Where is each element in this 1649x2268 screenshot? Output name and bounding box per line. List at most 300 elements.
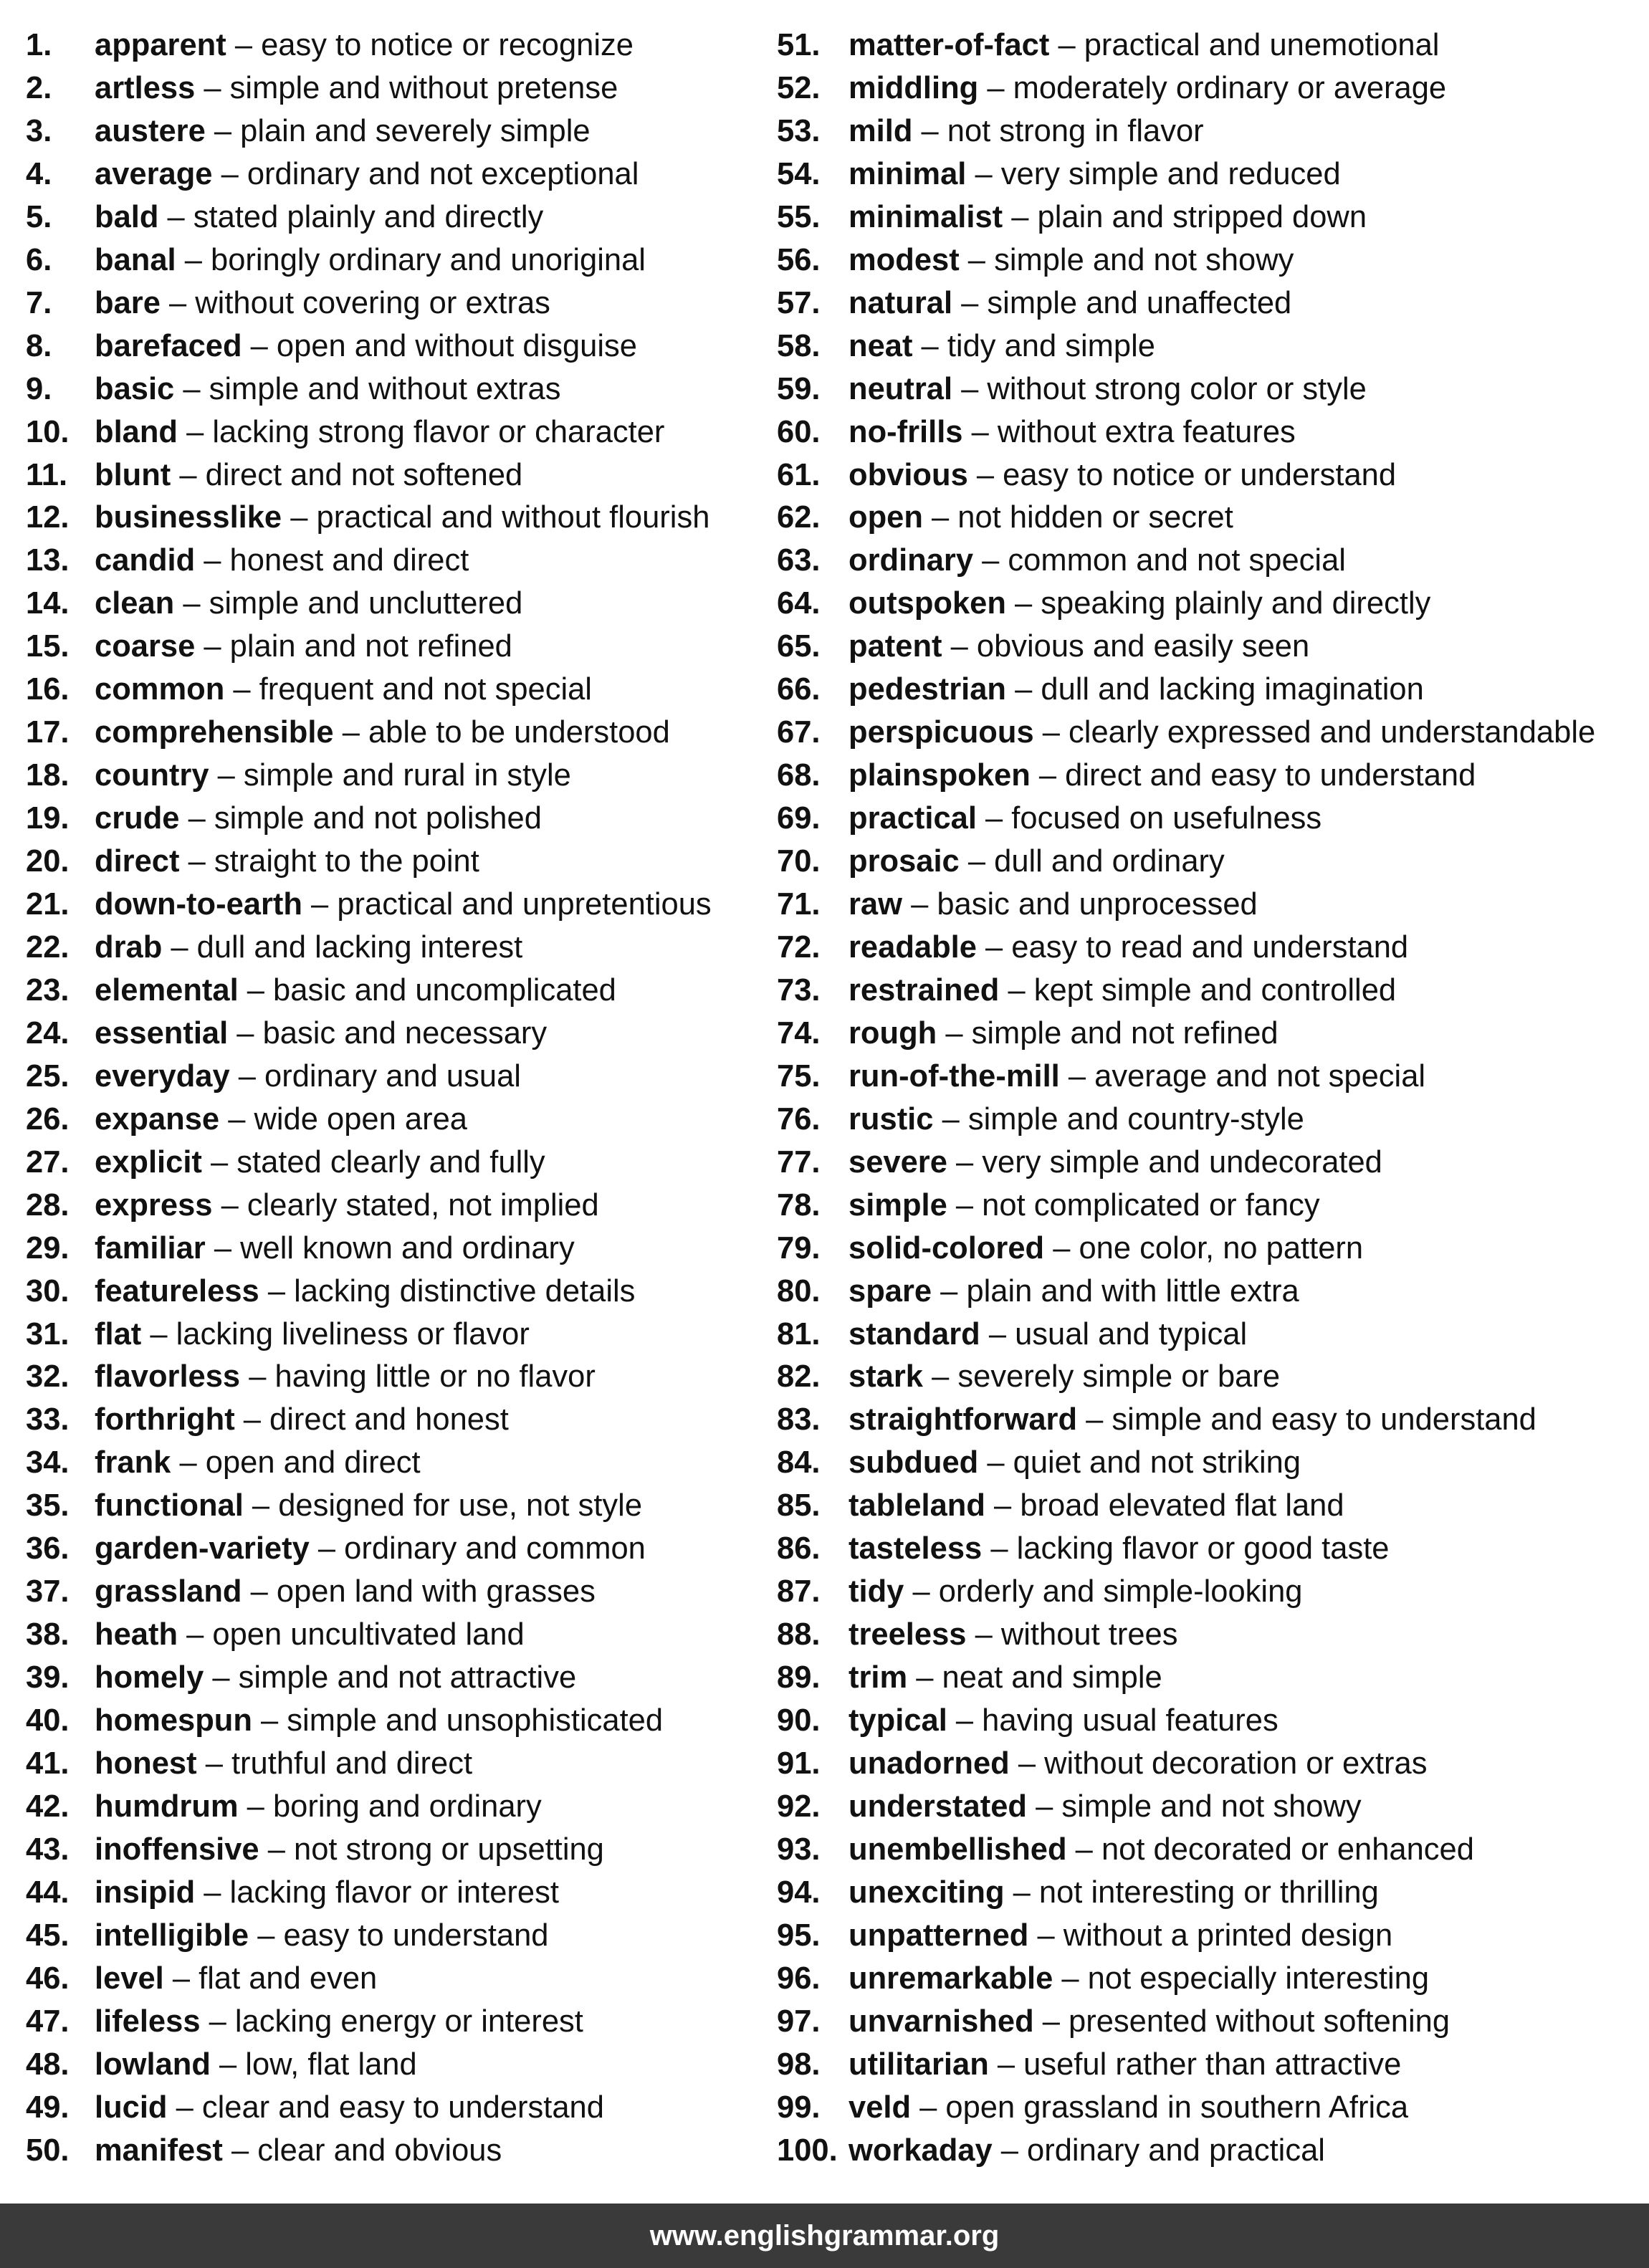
- list-item: [26, 1742, 472, 1785]
- item-word: no-frills: [849, 414, 963, 449]
- item-number: 42.: [26, 1789, 70, 1824]
- list-item: [26, 411, 664, 454]
- item-definition: – neat and simple: [916, 1660, 1162, 1695]
- item-definition: – flat and even: [172, 1961, 378, 1996]
- item-word: tasteless: [849, 1531, 983, 1566]
- item-definition: – plain and with little extra: [940, 1273, 1299, 1308]
- item-word: obvious: [849, 457, 968, 492]
- item-word: tidy: [849, 1574, 904, 1609]
- item-number: 1.: [26, 28, 52, 62]
- item-word: subdued: [849, 1445, 979, 1480]
- list-item: [777, 883, 1258, 926]
- item-definition: – basic and necessary: [236, 1015, 548, 1051]
- list-item: [777, 625, 1309, 668]
- item-number: 15.: [26, 629, 70, 664]
- item-word: familiar: [95, 1230, 206, 1265]
- item-number: 49.: [26, 2090, 70, 2125]
- item-definition: – without extra features: [971, 414, 1296, 449]
- item-number: 85.: [777, 1488, 821, 1523]
- item-definition: – simple and not refined: [945, 1015, 1278, 1051]
- item-definition: – obvious and easily seen: [950, 629, 1310, 664]
- item-number: 50.: [26, 2133, 70, 2168]
- item-number: 44.: [26, 1875, 70, 1910]
- item-number: 88.: [777, 1617, 821, 1652]
- item-definition: – simple and rural in style: [217, 758, 571, 793]
- item-word: practical: [849, 801, 977, 836]
- list-item: [26, 196, 543, 239]
- item-number: 46.: [26, 1961, 70, 1996]
- list-item: [777, 24, 1439, 67]
- list-item: [777, 1313, 1247, 1356]
- item-number: 60.: [777, 414, 821, 449]
- item-definition: – lacking flavor or good taste: [990, 1531, 1390, 1566]
- item-number: 81.: [777, 1316, 821, 1351]
- item-number: 8.: [26, 328, 52, 363]
- item-definition: – ordinary and practical: [1000, 2133, 1325, 2168]
- item-word: express: [95, 1187, 213, 1222]
- item-definition: – ordinary and usual: [238, 1058, 521, 1094]
- item-definition: – simple and unaffected: [961, 285, 1292, 320]
- item-number: 96.: [777, 1961, 821, 1996]
- item-word: manifest: [95, 2133, 223, 2168]
- list-item: [777, 711, 1595, 754]
- item-word: pedestrian: [849, 672, 1006, 707]
- item-word: unembellished: [849, 1832, 1067, 1867]
- list-item: [777, 1441, 1301, 1484]
- item-definition: – dull and lacking interest: [171, 929, 523, 965]
- item-number: 83.: [777, 1402, 821, 1437]
- list-item: [777, 1699, 1278, 1742]
- item-definition: – presented without softening: [1042, 2004, 1450, 2039]
- item-word: functional: [95, 1488, 244, 1523]
- list-item: [777, 1098, 1304, 1141]
- item-number: 51.: [777, 28, 821, 62]
- item-number: 10.: [26, 414, 70, 449]
- list-item: [26, 1012, 547, 1055]
- list-item: [777, 582, 1430, 625]
- list-item: [777, 1656, 1162, 1699]
- item-number: 55.: [777, 199, 821, 234]
- item-definition: – easy to notice or recognize: [234, 28, 634, 62]
- item-word: flat: [95, 1316, 142, 1351]
- list-item: [777, 1742, 1427, 1785]
- list-item: [26, 110, 591, 153]
- list-item: [777, 67, 1446, 110]
- item-definition: – able to be understood: [342, 715, 670, 750]
- item-word: simple: [849, 1187, 947, 1222]
- list-item: [777, 325, 1155, 368]
- item-word: bald: [95, 199, 159, 234]
- item-word: unremarkable: [849, 1961, 1053, 1996]
- item-number: 90.: [777, 1703, 821, 1738]
- item-number: 94.: [777, 1875, 821, 1910]
- item-word: featureless: [95, 1273, 259, 1308]
- item-definition: – easy to read and understand: [985, 929, 1409, 965]
- item-word: barefaced: [95, 328, 242, 363]
- item-word: middling: [849, 70, 979, 105]
- item-number: 77.: [777, 1144, 821, 1180]
- list-item: [777, 110, 1204, 153]
- item-number: 98.: [777, 2047, 821, 2082]
- item-number: 31.: [26, 1316, 70, 1351]
- item-word: homespun: [95, 1703, 252, 1738]
- item-definition: – clearly expressed and understandable: [1042, 715, 1596, 750]
- item-word: crude: [95, 801, 180, 836]
- item-number: 64.: [777, 586, 821, 621]
- item-number: 89.: [777, 1660, 821, 1695]
- item-number: 57.: [777, 285, 821, 320]
- item-definition: – lacking strong flavor or character: [186, 414, 665, 449]
- list-item: [26, 883, 712, 926]
- list-item: [26, 239, 646, 282]
- item-number: 53.: [777, 113, 821, 148]
- item-number: 66.: [777, 672, 821, 707]
- list-item: [26, 1055, 521, 1098]
- list-item: [777, 1570, 1302, 1613]
- list-item: [26, 1270, 635, 1313]
- list-item: [26, 1141, 545, 1184]
- item-number: 59.: [777, 371, 821, 406]
- item-number: 21.: [26, 887, 70, 922]
- item-number: 16.: [26, 672, 70, 707]
- item-definition: – without strong color or style: [961, 371, 1367, 406]
- item-definition: – moderately ordinary or average: [987, 70, 1447, 105]
- item-number: 25.: [26, 1058, 70, 1094]
- item-definition: – not strong or upsetting: [267, 1832, 604, 1867]
- item-word: garden-variety: [95, 1531, 310, 1566]
- item-number: 20.: [26, 844, 70, 879]
- item-definition: – open grassland in southern Africa: [919, 2090, 1409, 2125]
- item-word: utilitarian: [849, 2047, 989, 2082]
- item-word: grassland: [95, 1574, 242, 1609]
- item-number: 19.: [26, 801, 70, 836]
- list-item: [777, 2129, 1325, 2172]
- item-word: flavorless: [95, 1359, 241, 1394]
- list-item: [777, 1527, 1389, 1570]
- list-item: [777, 1828, 1474, 1871]
- list-item: [777, 1398, 1536, 1441]
- item-word: lifeless: [95, 2004, 201, 2039]
- list-item: [777, 539, 1346, 582]
- item-definition: – clearly stated, not implied: [221, 1187, 599, 1222]
- item-number: 95.: [777, 1918, 821, 1953]
- item-definition: – simple and not showy: [1036, 1789, 1362, 1824]
- item-word: heath: [95, 1617, 178, 1652]
- item-definition: – low, flat land: [219, 2047, 417, 2082]
- item-number: 47.: [26, 2004, 70, 2039]
- item-word: standard: [849, 1316, 980, 1351]
- item-word: unexciting: [849, 1875, 1005, 1910]
- item-word: frank: [95, 1445, 171, 1480]
- item-definition: – honest and direct: [204, 543, 469, 578]
- list-item: [26, 368, 560, 411]
- list-item: [777, 1957, 1429, 2000]
- item-number: 9.: [26, 371, 52, 406]
- list-item: [777, 1184, 1320, 1227]
- list-item: [26, 797, 542, 840]
- item-word: direct: [95, 844, 180, 879]
- item-word: typical: [849, 1703, 947, 1738]
- item-definition: – without decoration or extras: [1018, 1746, 1428, 1781]
- item-number: 97.: [777, 2004, 821, 2039]
- item-definition: – without covering or extras: [168, 285, 550, 320]
- item-number: 87.: [777, 1574, 821, 1609]
- list-item: [777, 1055, 1425, 1098]
- item-word: trim: [849, 1660, 908, 1695]
- item-number: 27.: [26, 1144, 70, 1180]
- item-word: prosaic: [849, 844, 960, 879]
- item-word: essential: [95, 1015, 229, 1051]
- item-definition: – well known and ordinary: [214, 1230, 575, 1265]
- item-word: run-of-the-mill: [849, 1058, 1060, 1094]
- list-item: [26, 926, 522, 969]
- item-definition: – quiet and not striking: [987, 1445, 1301, 1480]
- item-number: 43.: [26, 1832, 70, 1867]
- list-item: [26, 1227, 575, 1270]
- item-number: 38.: [26, 1617, 70, 1652]
- list-item: [777, 368, 1367, 411]
- item-definition: – average and not special: [1068, 1058, 1426, 1094]
- item-number: 63.: [777, 543, 821, 578]
- item-definition: – very simple and reduced: [975, 156, 1341, 191]
- list-item: [26, 969, 616, 1012]
- list-item: [777, 2043, 1401, 2086]
- item-number: 79.: [777, 1230, 821, 1265]
- item-definition: – practical and unemotional: [1058, 28, 1440, 62]
- item-number: 39.: [26, 1660, 70, 1695]
- list-item: [26, 1355, 596, 1398]
- item-word: honest: [95, 1746, 197, 1781]
- list-item: [777, 2000, 1450, 2043]
- item-number: 92.: [777, 1789, 821, 1824]
- item-number: 14.: [26, 586, 70, 621]
- item-number: 76.: [777, 1101, 821, 1137]
- list-item: [777, 797, 1321, 840]
- item-word: patent: [849, 629, 942, 664]
- item-number: 100.: [777, 2133, 838, 2168]
- item-definition: – dull and ordinary: [967, 844, 1225, 879]
- item-definition: – lacking flavor or interest: [204, 1875, 559, 1910]
- item-definition: – not strong in flavor: [921, 113, 1204, 148]
- item-word: lucid: [95, 2090, 168, 2125]
- item-number: 22.: [26, 929, 70, 965]
- item-word: country: [95, 758, 209, 793]
- item-definition: – clear and easy to understand: [176, 2090, 604, 2125]
- item-definition: – open and without disguise: [250, 328, 637, 363]
- list-item: [26, 711, 670, 754]
- item-word: insipid: [95, 1875, 196, 1910]
- item-definition: – designed for use, not style: [252, 1488, 643, 1523]
- item-number: 91.: [777, 1746, 821, 1781]
- item-definition: – simple and without extras: [183, 371, 561, 406]
- item-definition: – one color, no pattern: [1053, 1230, 1364, 1265]
- list-item: [777, 496, 1233, 539]
- list-item: [26, 1398, 509, 1441]
- item-definition: – direct and not softened: [179, 457, 523, 492]
- item-word: spare: [849, 1273, 932, 1308]
- item-definition: – simple and not attractive: [212, 1660, 577, 1695]
- item-definition: – boring and ordinary: [247, 1789, 542, 1824]
- list-item: [26, 1914, 549, 1957]
- item-word: homely: [95, 1660, 204, 1695]
- item-definition: – basic and uncomplicated: [247, 972, 616, 1008]
- item-number: 12.: [26, 500, 70, 535]
- item-definition: – lacking energy or interest: [209, 2004, 583, 2039]
- item-word: rustic: [849, 1101, 934, 1137]
- list-item: [777, 1484, 1344, 1527]
- item-definition: – having little or no flavor: [249, 1359, 596, 1394]
- item-number: 40.: [26, 1703, 70, 1738]
- item-number: 84.: [777, 1445, 821, 1480]
- item-number: 13.: [26, 543, 70, 578]
- list-item: [26, 668, 592, 711]
- item-definition: – plain and not refined: [204, 629, 512, 664]
- item-word: level: [95, 1961, 164, 1996]
- item-number: 30.: [26, 1273, 70, 1308]
- item-word: ordinary: [849, 543, 974, 578]
- item-number: 58.: [777, 328, 821, 363]
- item-definition: – usual and typical: [988, 1316, 1248, 1351]
- list-item: [777, 926, 1408, 969]
- list-item: [26, 1484, 642, 1527]
- item-definition: – not especially interesting: [1061, 1961, 1430, 1996]
- item-definition: – frequent and not special: [233, 672, 592, 707]
- item-number: 99.: [777, 2090, 821, 2125]
- item-word: humdrum: [95, 1789, 239, 1824]
- item-number: 36.: [26, 1531, 70, 1566]
- item-number: 11.: [26, 457, 68, 492]
- item-number: 56.: [777, 242, 821, 277]
- item-number: 3.: [26, 113, 52, 148]
- item-word: readable: [849, 929, 977, 965]
- item-number: 74.: [777, 1015, 821, 1051]
- item-word: understated: [849, 1789, 1027, 1824]
- item-word: banal: [95, 242, 176, 277]
- list-item: [26, 1699, 663, 1742]
- item-definition: – not interesting or thrilling: [1013, 1875, 1379, 1910]
- item-word: unvarnished: [849, 2004, 1034, 2039]
- item-number: 68.: [777, 758, 821, 793]
- item-number: 17.: [26, 715, 70, 750]
- list-item: [26, 1184, 599, 1227]
- item-definition: – wide open area: [228, 1101, 467, 1137]
- item-definition: – very simple and undecorated: [956, 1144, 1382, 1180]
- list-item: [777, 1355, 1280, 1398]
- list-item: [26, 1613, 525, 1656]
- list-item: [777, 196, 1367, 239]
- item-word: treeless: [849, 1617, 967, 1652]
- item-definition: – lacking distinctive details: [267, 1273, 636, 1308]
- item-number: 29.: [26, 1230, 70, 1265]
- item-word: matter-of-fact: [849, 28, 1050, 62]
- item-word: modest: [849, 242, 960, 277]
- item-word: candid: [95, 543, 196, 578]
- item-word: expanse: [95, 1101, 220, 1137]
- item-definition: – not complicated or fancy: [955, 1187, 1320, 1222]
- item-word: minimal: [849, 156, 967, 191]
- item-definition: – truthful and direct: [205, 1746, 473, 1781]
- item-word: bare: [95, 285, 161, 320]
- item-word: everyday: [95, 1058, 230, 1094]
- list-item: [777, 1141, 1382, 1184]
- item-definition: – easy to notice or understand: [976, 457, 1397, 492]
- list-item: [26, 153, 639, 196]
- item-definition: – direct and honest: [243, 1402, 509, 1437]
- item-definition: – simple and not showy: [967, 242, 1294, 277]
- list-item: [26, 2043, 417, 2086]
- item-number: 41.: [26, 1746, 70, 1781]
- item-word: common: [95, 672, 225, 707]
- item-word: solid-colored: [849, 1230, 1045, 1265]
- item-definition: – ordinary and not exceptional: [221, 156, 639, 191]
- item-definition: – common and not special: [982, 543, 1346, 578]
- item-number: 26.: [26, 1101, 70, 1137]
- item-word: severe: [849, 1144, 947, 1180]
- footer-bar: [0, 2204, 1649, 2268]
- item-number: 5.: [26, 199, 52, 234]
- item-definition: – simple and country-style: [942, 1101, 1304, 1137]
- item-definition: – not decorated or enhanced: [1075, 1832, 1474, 1867]
- item-word: rough: [849, 1015, 937, 1051]
- list-item: [26, 496, 709, 539]
- item-number: 82.: [777, 1359, 821, 1394]
- item-word: open: [849, 500, 923, 535]
- item-word: lowland: [95, 2047, 211, 2082]
- item-word: businesslike: [95, 500, 282, 535]
- item-definition: – plain and stripped down: [1011, 199, 1367, 234]
- list-item: [26, 1570, 596, 1613]
- list-item: [777, 1871, 1379, 1914]
- item-word: restrained: [849, 972, 1000, 1008]
- item-number: 18.: [26, 758, 70, 793]
- item-number: 52.: [777, 70, 821, 105]
- list-item: [26, 454, 522, 497]
- list-item: [777, 1227, 1363, 1270]
- list-item: [777, 1012, 1278, 1055]
- item-number: 32.: [26, 1359, 70, 1394]
- item-word: workaday: [849, 2133, 993, 2168]
- item-number: 6.: [26, 242, 52, 277]
- item-word: outspoken: [849, 586, 1006, 621]
- item-definition: – speaking plainly and directly: [1015, 586, 1431, 621]
- list-item: [777, 668, 1424, 711]
- item-definition: – open and direct: [179, 1445, 421, 1480]
- list-item: [26, 2129, 502, 2172]
- item-number: 35.: [26, 1488, 70, 1523]
- item-definition: – not hidden or secret: [932, 500, 1233, 535]
- item-word: coarse: [95, 629, 196, 664]
- item-word: plainspoken: [849, 758, 1031, 793]
- item-number: 45.: [26, 1918, 70, 1953]
- list-item: [777, 282, 1291, 325]
- item-number: 7.: [26, 285, 52, 320]
- list-item: [26, 67, 618, 110]
- item-definition: – broad elevated flat land: [994, 1488, 1344, 1523]
- list-item: [26, 840, 479, 883]
- item-definition: – easy to understand: [257, 1918, 549, 1953]
- item-number: 48.: [26, 2047, 70, 2082]
- item-definition: – stated clearly and fully: [211, 1144, 545, 1180]
- item-word: down-to-earth: [95, 887, 302, 922]
- list-item: [26, 2000, 583, 2043]
- item-number: 70.: [777, 844, 821, 879]
- item-number: 33.: [26, 1402, 70, 1437]
- list-item: [26, 1957, 377, 2000]
- item-word: drab: [95, 929, 163, 965]
- item-word: explicit: [95, 1144, 202, 1180]
- item-word: intelligible: [95, 1918, 249, 1953]
- list-item: [777, 1914, 1392, 1957]
